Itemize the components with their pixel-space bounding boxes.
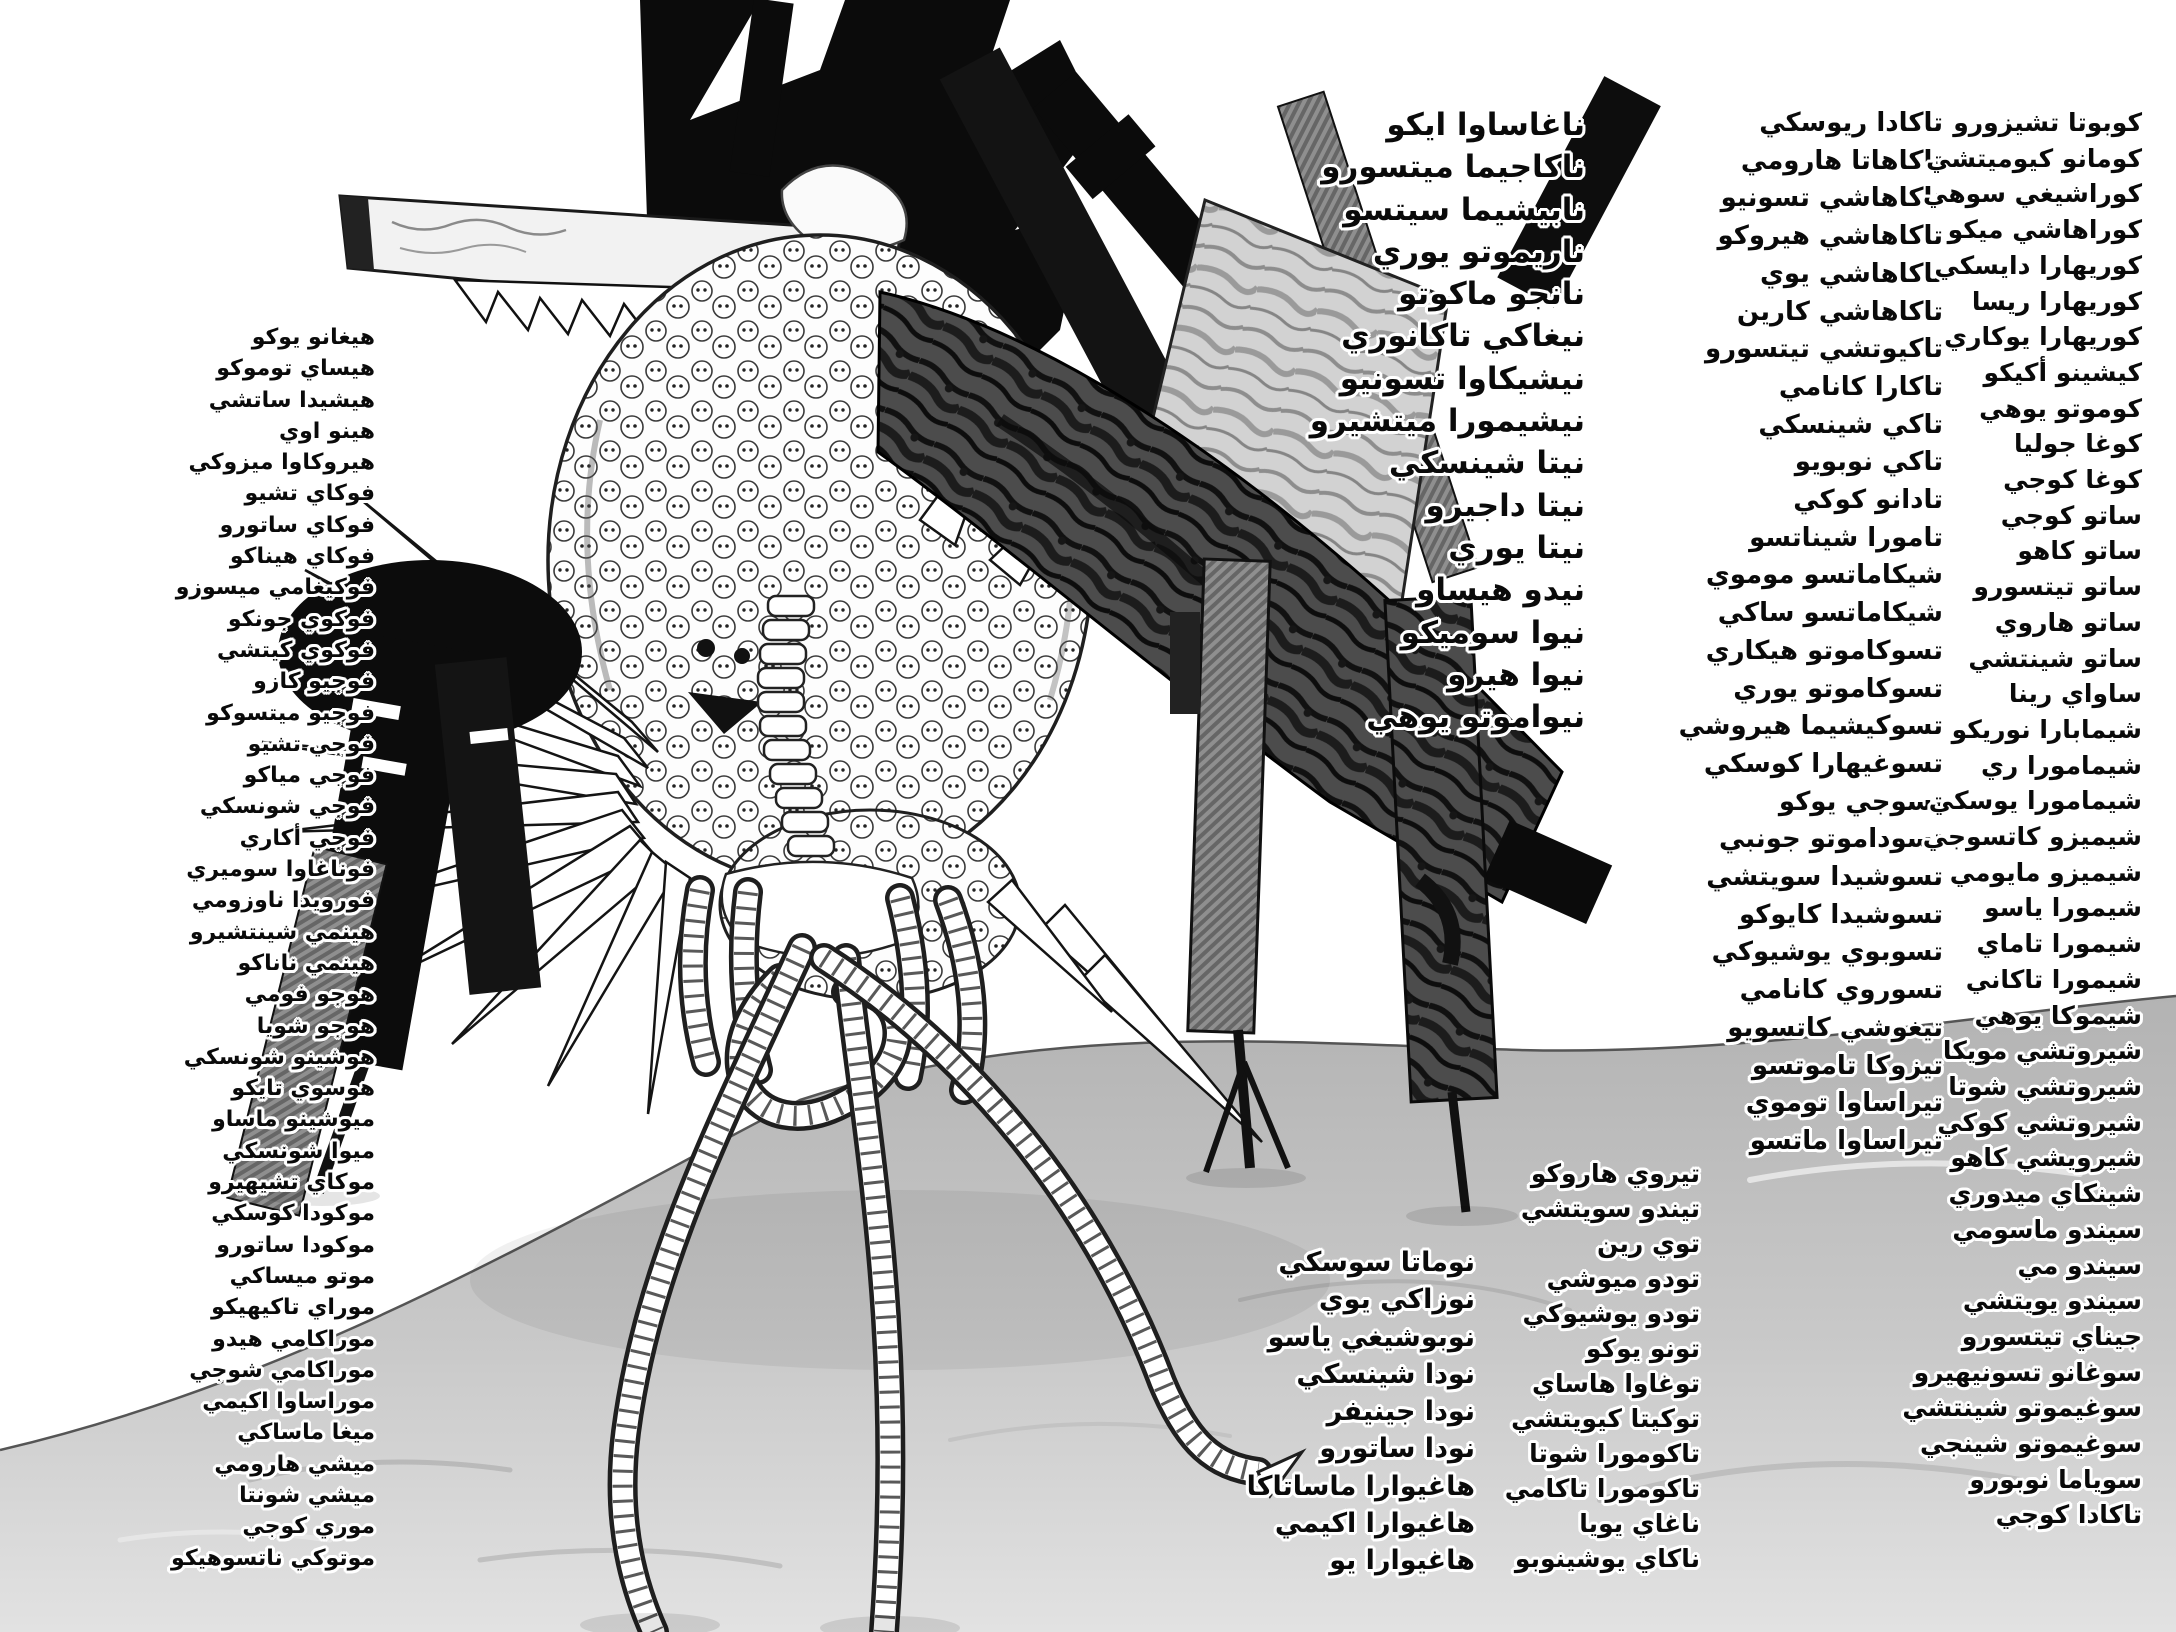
names-column-inner-right-lower bbox=[1505, 1156, 1700, 1576]
victim-name: ساتو تيتسورو bbox=[1973, 572, 2142, 602]
victim-name: تسوشيدا كايوكو bbox=[1738, 899, 1943, 930]
victim-name: ساتو هاروي bbox=[1994, 607, 2142, 637]
victim-name: فوجي أكاري bbox=[239, 825, 375, 851]
victim-name: تاكومورا شوتا bbox=[1529, 1439, 1700, 1468]
victim-name: تيندو سويتشي bbox=[1520, 1194, 1700, 1223]
victim-name: نوبوشيغي ياسو bbox=[1267, 1321, 1475, 1353]
victim-name: موراكامي شوجي bbox=[189, 1357, 375, 1383]
victim-name: كوريهارا ريسا bbox=[1971, 286, 2142, 316]
victim-name: شيميزو مايومي bbox=[1949, 857, 2142, 887]
victim-name: تاكاهاتا هارومي bbox=[1740, 145, 1943, 176]
victim-name: كوراشيغي سوهي bbox=[1923, 179, 2142, 209]
victim-name: شيكاماتسو موموي bbox=[1705, 560, 1943, 591]
victim-name: هيساي توموكو bbox=[216, 356, 375, 382]
victim-name: كوموتو يوهي bbox=[1979, 393, 2142, 423]
victim-name: جيناي تيتسورو bbox=[1961, 1321, 2142, 1351]
victim-name: فوكاي تشيو bbox=[244, 481, 375, 507]
victim-name: ناغاساوا ايكو bbox=[1386, 107, 1585, 143]
victim-name: تسوكاموتو يوري bbox=[1733, 673, 1943, 704]
victim-name: هوشينو شونسكي bbox=[183, 1044, 375, 1070]
victim-name: تيراساوا توموي bbox=[1745, 1088, 1943, 1119]
victim-name: موتو ميساكي bbox=[229, 1263, 375, 1289]
victim-name: شينكاي ميدوري bbox=[1948, 1179, 2142, 1209]
victim-name: فوكاي هيناكو bbox=[229, 544, 375, 570]
victim-name: نيواموتو يوهي bbox=[1366, 699, 1585, 736]
victim-name: نيتا داجيرو bbox=[1425, 487, 1585, 524]
victim-name: شيمامورا ري bbox=[1980, 750, 2142, 780]
victim-name: سوغانو تسونيهيرو bbox=[1913, 1357, 2142, 1387]
victim-name: تيزوكا تاموتسو bbox=[1751, 1050, 1943, 1081]
victim-name: نيغاكي تاكانوري bbox=[1341, 318, 1585, 355]
victim-name: نوماتا سوسكي bbox=[1278, 1247, 1475, 1278]
victim-name: تسوداموتو جونبي bbox=[1718, 824, 1943, 855]
victim-name: موراكامي هيدو bbox=[212, 1326, 375, 1352]
victim-name: نيشيكاوا تسونيو bbox=[1339, 360, 1585, 397]
victim-name: ناغاي يويا bbox=[1579, 1509, 1700, 1538]
victim-name: نيدو هيساو bbox=[1416, 572, 1585, 609]
victim-name: ناكاي يوشينوبو bbox=[1514, 1544, 1700, 1573]
victim-name: شيروتشي مويكا bbox=[1942, 1036, 2142, 1066]
victim-name: نانجو ماكوتو bbox=[1398, 276, 1585, 313]
victim-name: هاغيوارا يو bbox=[1329, 1545, 1475, 1577]
victim-name: شيمامورا يوسكي bbox=[1928, 786, 2142, 816]
victim-name: فورويدا ناوزومي bbox=[191, 888, 375, 914]
victim-name: هوجو فومي bbox=[244, 982, 375, 1008]
victim-name: سوغيموتو شينجي bbox=[1919, 1429, 2142, 1459]
victim-name: تسوروي كانامي bbox=[1739, 975, 1943, 1006]
victim-name: تسوبوي يوشيوكي bbox=[1711, 937, 1943, 968]
victim-name: تادانو كوكي bbox=[1793, 485, 1943, 516]
victim-name: فوجيو ميتسوكو bbox=[206, 700, 375, 726]
victim-name: موراي تاكيهيكو bbox=[211, 1295, 375, 1321]
victim-name: تسوشيدا سويتشي bbox=[1706, 862, 1943, 893]
victim-name: ناكاجيما ميتسورو bbox=[1321, 149, 1585, 186]
victim-name: فوجي تشيو bbox=[247, 731, 375, 757]
victim-name: هينمي ناناكو bbox=[237, 950, 375, 976]
victim-name: تسوغيهارا كوسكي bbox=[1703, 748, 1943, 779]
victim-name: فوكاي ساتورو bbox=[219, 512, 375, 538]
victim-name: كيشينو أكيكو bbox=[1983, 357, 2142, 387]
victim-name: فوكوي جونكو bbox=[227, 606, 375, 632]
victim-name: تاكيوتشي تيتسورو bbox=[1704, 334, 1943, 365]
victim-name: موكودا ساتورو bbox=[216, 1232, 375, 1258]
victim-name: شيكاماتسو ساكي bbox=[1717, 598, 1943, 629]
victim-name: كوريهارا يوكاري bbox=[1944, 322, 2142, 352]
names-column-far-right bbox=[1902, 105, 2142, 1533]
victim-name: شيموكا يوهي bbox=[1974, 1000, 2142, 1030]
victim-name: شيمورا ياسو bbox=[1984, 893, 2142, 923]
victim-name: موري كوجي bbox=[242, 1514, 375, 1540]
victim-name: ميغا ماساكي bbox=[237, 1420, 375, 1446]
victim-name: تيراساوا ماتسو bbox=[1749, 1125, 1943, 1156]
victim-name: تامورا شيناتسو bbox=[1749, 522, 1943, 553]
victim-name: هاغيوارا اكيمي bbox=[1274, 1508, 1475, 1540]
victim-name: تاكادا كوجي bbox=[1995, 1500, 2142, 1530]
victim-name: هوسوي تايكو bbox=[231, 1076, 375, 1102]
victim-name: سوغيموتو شينتشي bbox=[1902, 1393, 2142, 1423]
victim-name: تاكاهاشي يوي bbox=[1759, 258, 1943, 289]
victim-name: سوياما نوبورو bbox=[1969, 1464, 2142, 1494]
victim-name: نوزاكي يوي bbox=[1318, 1284, 1475, 1316]
victim-name: كومانو كيوميتشي bbox=[1926, 143, 2142, 173]
victim-name: تودو ميوشي bbox=[1546, 1264, 1700, 1293]
victim-name: موتوكي ناتسوهيكو bbox=[171, 1545, 375, 1571]
victim-name: نيتا شينسكي bbox=[1388, 445, 1585, 482]
victim-name: هيشيدا ساتشي bbox=[208, 387, 375, 413]
victim-name: تاكاهاشي تسونيو bbox=[1720, 183, 1943, 214]
victim-name: نيوا هيرو bbox=[1447, 656, 1585, 693]
victim-name: توي رين bbox=[1597, 1229, 1700, 1258]
victim-name: نودا جينيفر bbox=[1326, 1396, 1475, 1428]
victim-name: هينو اوي bbox=[278, 418, 375, 444]
victim-name: تسوكاموتو هيكاري bbox=[1705, 635, 1943, 666]
victim-name: ميوا شونسكي bbox=[222, 1138, 375, 1164]
victim-name: ميشي شونتا bbox=[239, 1482, 375, 1508]
victim-name: توكيتا كيويتشي bbox=[1511, 1404, 1700, 1433]
victim-name: ناريموتو يوري bbox=[1372, 233, 1585, 270]
victim-name: نابيشيما سيتسو bbox=[1343, 191, 1585, 228]
victim-name: موراساوا اكيمي bbox=[202, 1389, 375, 1415]
victim-name: موكودا كوسكي bbox=[211, 1201, 375, 1227]
victim-name: فوجي مياكو bbox=[243, 763, 375, 789]
victim-name: ساواي رينا bbox=[2008, 679, 2142, 709]
victim-name: سيندو مي bbox=[2017, 1250, 2142, 1280]
victim-name: تسوكيشيما هيروشي bbox=[1678, 711, 1943, 742]
victim-name: كوراهاشي ميكو bbox=[1947, 215, 2142, 245]
victim-name: نيوا سوميكو bbox=[1400, 614, 1585, 651]
victim-name: نودا شينسكي bbox=[1296, 1358, 1475, 1390]
victim-name: هيغانو يوكو bbox=[251, 325, 375, 350]
victim-name: تاكومورا تاكامي bbox=[1504, 1474, 1700, 1503]
victim-name: ساتو شينتشي bbox=[1968, 643, 2142, 673]
names-column-bottom-center bbox=[1247, 1244, 1475, 1580]
names-column-center-top bbox=[1310, 104, 1585, 738]
victim-name: تاكادا ريوسكي bbox=[1759, 108, 1943, 138]
victim-name: هيروكاوا ميزوكي bbox=[188, 450, 375, 476]
victim-name: تسوجي يوكو bbox=[1778, 786, 1943, 817]
victim-name: تاكاهاشي هيروكو bbox=[1717, 221, 1943, 252]
victim-name: شيمورا تاماي bbox=[1976, 929, 2142, 959]
victim-name: فوناغاوا سوميري bbox=[186, 857, 375, 883]
victim-name: نودا ساتورو bbox=[1319, 1433, 1475, 1465]
victim-name: شيرويشي كاهو bbox=[1950, 1143, 2142, 1173]
victim-name: فوكوي كيتشي bbox=[216, 637, 375, 663]
names-column-left bbox=[171, 322, 375, 1574]
victim-name: كوغا جوليا bbox=[2013, 429, 2142, 459]
victim-name: تاكي نوبويو bbox=[1794, 447, 1943, 478]
victim-name: توغاوا هاساي bbox=[1532, 1369, 1700, 1398]
victim-name: نيشيمورا ميتشيرو bbox=[1309, 403, 1585, 440]
victim-name: هاغيوارا ماساتاكا bbox=[1246, 1470, 1475, 1502]
victim-name: فوجي شونسكي bbox=[199, 794, 375, 820]
victim-name: سيندو ماسومي bbox=[1952, 1214, 2142, 1244]
victim-name: شيميزو كاتسوجي bbox=[1922, 822, 2142, 852]
victim-name: ساتو كوجي bbox=[2000, 500, 2142, 530]
victim-name: شيمابارا نوريكو bbox=[1951, 714, 2142, 744]
victim-name: تودو يوشيوكي bbox=[1522, 1299, 1700, 1328]
victim-name: موكاي تشيهيرو bbox=[208, 1170, 375, 1196]
victim-name: تونو يوكو bbox=[1585, 1334, 1700, 1363]
victim-name: تيغوشي كاتسويو bbox=[1727, 1012, 1943, 1043]
victim-name: فوكيغامي ميسوزو bbox=[175, 575, 375, 601]
victim-name: كوغا كوجي bbox=[2003, 465, 2142, 495]
victim-name: فوجيو كازو bbox=[253, 669, 375, 695]
victim-name: تيروي هاروكو bbox=[1530, 1159, 1700, 1188]
victim-name: هوجو شويا bbox=[256, 1013, 375, 1039]
victim-name: شيمورا تاكاني bbox=[1965, 964, 2142, 994]
victim-name: كوبوتا تشيزورو bbox=[1953, 108, 2142, 137]
victim-name: تاكاهاشي كارين bbox=[1736, 296, 1943, 327]
victim-name: ميشي هارومي bbox=[214, 1451, 375, 1477]
victim-name: تاكي شينسكي bbox=[1758, 409, 1943, 440]
victim-name: ميوشينو ماساو bbox=[212, 1107, 375, 1133]
victim-name: كوريهارا دايسكي bbox=[1934, 250, 2142, 280]
victim-name: شيروتشي شوتا bbox=[1948, 1071, 2142, 1101]
victim-name: تاكارا كانامي bbox=[1778, 371, 1943, 402]
victim-name: سيندو يويتشي bbox=[1962, 1286, 2142, 1316]
victim-name: نيتا يوري bbox=[1448, 529, 1585, 566]
victim-name: هينمي شينتشيرو bbox=[189, 919, 375, 945]
victim-name: شيروتشي كوكي bbox=[1937, 1107, 2142, 1137]
victim-name: ساتو كاهو bbox=[2017, 536, 2142, 566]
